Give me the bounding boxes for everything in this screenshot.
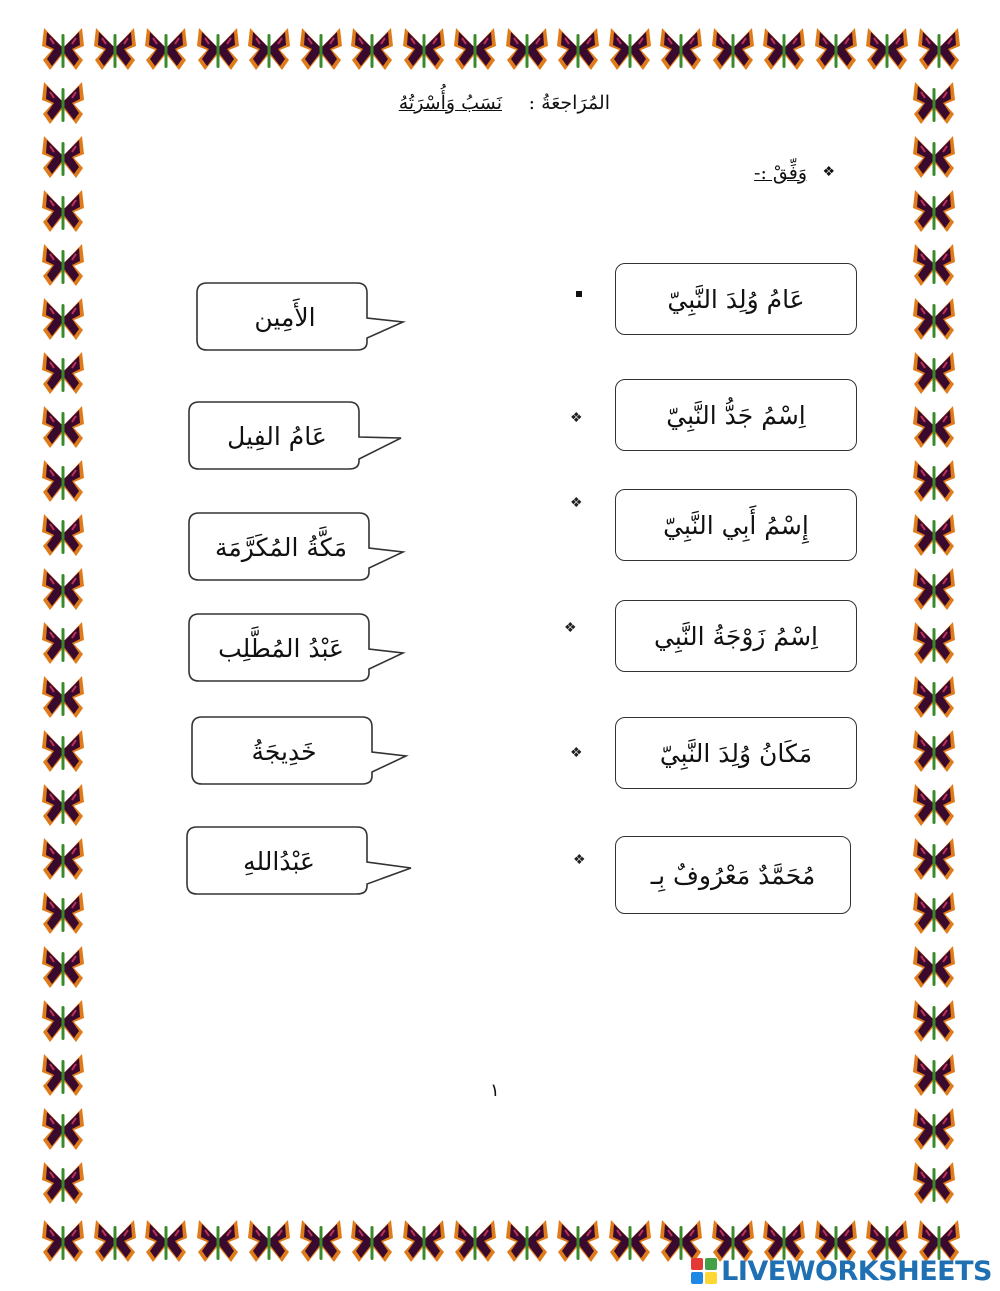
worksheet-title	[370, 88, 620, 122]
butterfly-icon	[913, 298, 955, 340]
prompt-text: مُحَمَّدٌ مَعْرُوفٌ بِـ	[650, 860, 816, 890]
butterfly-icon	[145, 28, 187, 70]
prompt-box[interactable]	[615, 600, 857, 672]
butterfly-icon	[913, 82, 955, 124]
answer-text: عَبْدُاللهِ	[243, 846, 315, 876]
answer-callout[interactable]	[190, 716, 420, 792]
prompt-text: إِسْمُ أَبِي النَّبِيّ	[663, 510, 809, 540]
butterfly-icon	[913, 1108, 955, 1150]
butterfly-icon	[42, 568, 84, 610]
butterfly-icon	[454, 1220, 496, 1262]
butterfly-icon	[660, 28, 702, 70]
butterfly-icon	[454, 28, 496, 70]
butterfly-icon	[42, 730, 84, 772]
butterfly-icon	[197, 1220, 239, 1262]
butterfly-icon	[42, 892, 84, 934]
butterfly-icon	[42, 1162, 84, 1204]
prompt-box[interactable]	[615, 379, 857, 451]
butterfly-icon	[918, 28, 960, 70]
butterfly-icon	[42, 622, 84, 664]
butterfly-icon	[913, 1000, 955, 1042]
prompt-box[interactable]	[615, 836, 851, 914]
instruction-text: وَفِّقْ :-	[754, 162, 807, 184]
diamond-dots-icon: ❖	[573, 852, 586, 868]
butterfly-icon	[913, 838, 955, 880]
butterfly-icon	[42, 460, 84, 502]
prompt-box[interactable]	[615, 489, 857, 561]
butterfly-icon	[609, 1220, 651, 1262]
liveworksheets-icon	[691, 1258, 717, 1284]
diamond-dots-icon: ❖	[564, 620, 577, 636]
butterfly-icon	[403, 1220, 445, 1262]
butterfly-icon	[42, 352, 84, 394]
butterfly-icon	[94, 1220, 136, 1262]
answer-callout[interactable]	[187, 613, 417, 689]
square-bullet-icon	[576, 291, 582, 297]
butterfly-icon	[763, 28, 805, 70]
butterfly-icon	[42, 514, 84, 556]
diamond-dots-icon: ❖	[570, 410, 583, 426]
butterfly-icon	[42, 784, 84, 826]
butterfly-icon	[248, 1220, 290, 1262]
title-topic: نَسَبُ وَأُسْرَتُهُ	[398, 92, 502, 114]
title-label: المُرَاجعَةُ :	[528, 92, 610, 114]
diamond-dots-icon: ❖	[822, 164, 835, 180]
answer-text: عَامُ الفِيل	[227, 421, 327, 451]
diamond-dots-icon: ❖	[570, 495, 583, 511]
butterfly-icon	[42, 1108, 84, 1150]
butterfly-icon	[145, 1220, 187, 1262]
butterfly-icon	[913, 190, 955, 232]
butterfly-icon	[42, 82, 84, 124]
answer-callout[interactable]	[195, 282, 425, 358]
answer-text: خَدِيجَةُ	[251, 736, 317, 766]
butterfly-icon	[42, 1000, 84, 1042]
prompt-box[interactable]	[615, 717, 857, 789]
butterfly-icon	[557, 1220, 599, 1262]
butterfly-icon	[42, 406, 84, 448]
butterfly-icon	[94, 28, 136, 70]
butterfly-icon	[913, 784, 955, 826]
butterfly-icon	[913, 1054, 955, 1096]
answer-text: الأَمِين	[254, 302, 316, 332]
prompt-text: اِسْمُ جَدُّ النَّبِيّ	[666, 400, 806, 430]
butterfly-icon	[351, 1220, 393, 1262]
diamond-dots-icon: ❖	[570, 745, 583, 761]
butterfly-icon	[42, 676, 84, 718]
butterfly-icon	[506, 28, 548, 70]
liveworksheets-logo[interactable]	[691, 1256, 992, 1286]
answer-callout[interactable]	[187, 512, 417, 588]
butterfly-icon	[913, 352, 955, 394]
butterfly-icon	[42, 136, 84, 178]
butterfly-icon	[712, 28, 754, 70]
butterfly-icon	[300, 1220, 342, 1262]
butterfly-icon	[913, 244, 955, 286]
answer-callout[interactable]	[185, 826, 415, 902]
prompt-text: عَامُ وُلِدَ النَّبِيّ	[667, 284, 805, 314]
prompt-text: اِسْمُ زَوْجَةُ النَّبِي	[654, 621, 818, 651]
butterfly-icon	[42, 244, 84, 286]
liveworksheets-wordmark: LIVEWORKSHEETS	[721, 1255, 992, 1287]
butterfly-icon	[248, 28, 290, 70]
butterfly-icon	[351, 28, 393, 70]
butterfly-icon	[913, 406, 955, 448]
butterfly-icon	[913, 892, 955, 934]
butterfly-icon	[300, 28, 342, 70]
butterfly-icon	[557, 28, 599, 70]
butterfly-icon	[609, 28, 651, 70]
butterfly-icon	[506, 1220, 548, 1262]
butterfly-icon	[913, 730, 955, 772]
butterfly-icon	[913, 1162, 955, 1204]
butterfly-icon	[913, 568, 955, 610]
butterfly-icon	[913, 460, 955, 502]
butterfly-icon	[913, 514, 955, 556]
butterfly-icon	[197, 28, 239, 70]
butterfly-icon	[42, 190, 84, 232]
butterfly-icon	[913, 676, 955, 718]
butterfly-icon	[42, 1054, 84, 1096]
butterfly-icon	[42, 28, 84, 70]
answer-callout[interactable]	[187, 401, 417, 477]
prompt-text: مَكَانُ وُلِدَ النَّبِيّ	[659, 738, 813, 768]
answer-text: عَبْدُ المُطَّلِب	[218, 633, 344, 663]
prompt-box[interactable]	[615, 263, 857, 335]
butterfly-icon	[913, 136, 955, 178]
butterfly-icon	[42, 1220, 84, 1262]
butterfly-icon	[42, 946, 84, 988]
butterfly-icon	[42, 838, 84, 880]
butterfly-icon	[42, 298, 84, 340]
butterfly-icon	[866, 28, 908, 70]
butterfly-icon	[913, 622, 955, 664]
answer-text: مَكَّةُ المُكَرَّمَة	[215, 532, 347, 562]
butterfly-icon	[815, 28, 857, 70]
page-number: ١	[490, 1080, 500, 1101]
butterfly-icon	[403, 28, 445, 70]
butterfly-icon	[913, 946, 955, 988]
